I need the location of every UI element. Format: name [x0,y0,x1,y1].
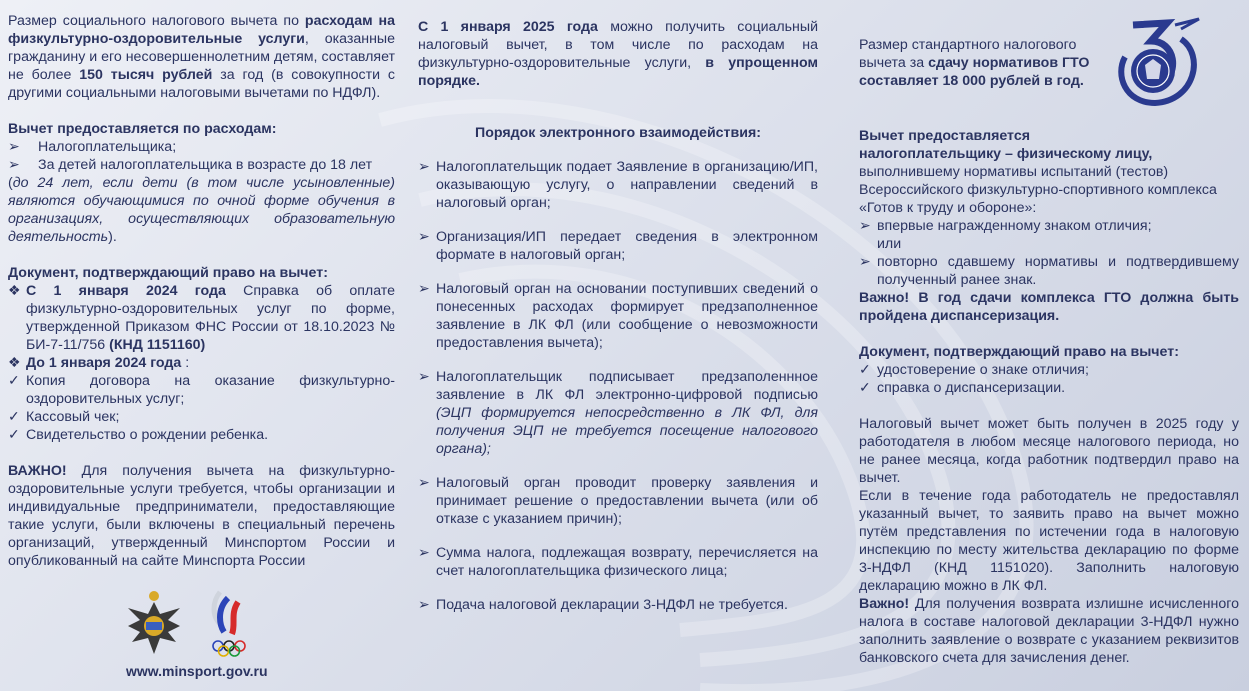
list-item [859,253,1239,289]
diamond-bullet-icon: ❖ [8,283,21,299]
paragraph [859,145,1239,217]
list-item-text [436,474,818,528]
text-section [418,544,818,580]
roc-logo [213,592,245,656]
column-gto-deduction [859,36,1239,685]
column-physical-culture-deduction [8,12,395,588]
bold-text: Важно! [859,596,910,612]
text: Вычет предоставляется по расходам: [8,121,277,137]
section-heading [418,124,818,142]
list-item-text [877,361,1239,379]
column-electronic-procedure [418,18,818,630]
arrow-bullet-icon: ➢ [418,597,430,613]
text-section [418,368,818,458]
text: Для получения возврата излишне исчисленного налога в составе налоговой декларации 3-НДФЛ нужно заполнить заявление о возврате с указанием реквизитов банковского счета для зачисления денег. [859,596,1239,666]
arrow-bullet-icon: ➢ [418,159,430,175]
bold-text: С 1 января 2025 года [418,19,598,35]
arrow-bullet-icon: ➢ [859,254,871,270]
section-heading [8,120,395,138]
text: Налоговый вычет может быть получен в 2025 году у работодателя в любом месяце налогового периода, но не ранее месяца, когда работник подтвердил право на вычет. [859,416,1239,486]
text: Документ, подтверждающий право на вычет: [8,265,328,281]
text: Для получения вычета на физкультурно-оздоровительные услуги требуется, чтобы организации и индивидуальные предприниматели, предоставляющие такие услуги, были включены в специальный перечень организаций, утвержденный Минспортом России и опубликованный на сайте Минспорта России [8,463,395,569]
text: справка о диспансеризации. [877,380,1066,396]
check-bullet-icon: ✓ [859,362,871,378]
check-bullet-icon: ✓ [859,380,871,396]
text: впервые награжденному знаком отличия; [877,218,1152,234]
check-bullet-icon: ✓ [8,373,20,389]
text: Порядок электронного взаимодействия: [475,125,761,141]
section-heading [8,264,395,282]
text: Сумма налога, подлежащая возврату, перечисляется на счет налогоплательщика физического лица; [436,545,818,579]
list-item [8,282,395,354]
list-item [859,217,1239,235]
arrow-bullet-icon: ➢ [8,157,20,173]
diamond-bullet-icon: ❖ [8,355,21,371]
list-item-text [436,544,818,580]
list-item [418,368,818,458]
arrow-bullet-icon: ➢ [418,281,430,297]
text: За детей налогоплательщика в возрасте до 18 лет [38,157,373,173]
list-item-text [38,138,395,156]
text: : [181,355,190,371]
italic-text: (ЭЦП формируется непосредственно в ЛК ФЛ, для получения ЭЦП не требуется посещение налогового органа); [436,405,818,457]
arrow-bullet-icon: ➢ [859,218,871,234]
text-section [859,343,1239,397]
list-item-text [436,280,818,352]
text: Если в течение года работодатель не предоставлял указанный вычет, то заявить право на вычет можно путём представления по истечении года в налоговую инспекцию по месту жительства декларацию по форме 3-НДФЛ (КНД 1151020). Заполнить налоговую декларацию можно в ЛК ФЛ. [859,488,1239,594]
bold-text: (КНД 1151160) [109,337,206,353]
bold-text: расходам на физкультурно-оздоровительные услуги [8,13,395,47]
list-item [418,544,818,580]
paragraph [859,487,1239,595]
list-item [418,596,818,614]
text-section [8,120,395,246]
text-section [859,415,1239,667]
text: Вычет предоставляется [859,128,1030,144]
text: ). [108,229,117,245]
text-section [418,228,818,264]
text: Налогоплательщика; [38,139,177,155]
italic-text: до 24 лет, если дети (в том числе усыновленные) являются обучающимися по очной форме обучения в организациях, осуществляющих образовательную деятельность [8,175,395,245]
list-item [8,156,395,174]
bold-text: 150 тысяч рублей [79,67,213,83]
arrow-bullet-icon: ➢ [418,475,430,491]
arrow-bullet-icon: ➢ [418,369,430,385]
text-section [8,462,395,570]
check-bullet-icon: ✓ [8,409,20,425]
text: Налоговый орган на основании поступивших сведений о понесенных расходах формирует предзаполненное заявление в ЛК ФЛ (или сообщение о невозможности предоставления вычета); [436,281,818,351]
list-item-text [877,379,1239,397]
text-section [418,474,818,528]
list-item-text [877,253,1239,289]
text: Свидетельство о рождении ребенка. [26,427,269,443]
bold-text: налогоплательщику – физическому лицу, [859,146,1153,162]
list-item-text [436,228,818,264]
text: Копия договора на оказание физкультурно-оздоровительных услуг; [26,373,395,407]
list-item-text [26,282,395,354]
text-section [859,127,1239,325]
text: Организация/ИП передает сведения в электронном формате в налоговый орган; [436,229,818,263]
text-section [418,280,818,352]
text: выполнившему нормативы испытаний (тестов) Всероссийского физкультурно-спортивного комплекса «Готов к труду и обороне»: [859,164,1217,216]
fns-35-anniversary-logo [1115,15,1205,107]
paragraph [859,235,1239,253]
list-item-text [26,372,395,408]
text-section [8,12,395,102]
text: повторно сдавшему нормативы и подтвердившему полученный ранее знак. [877,254,1239,288]
list-item-text [436,596,818,614]
text-section [418,18,818,142]
check-bullet-icon: ✓ [8,427,20,443]
text: , оказанные гражданину и его несовершеннолетним детям, составляет не более [8,31,395,83]
text-section [418,596,818,614]
paragraph [418,18,818,90]
minsport-website-link[interactable]: www.minsport.gov.ru [126,663,268,679]
list-item [8,354,395,372]
bold-text: До 1 января 2024 года [26,355,182,371]
text-section [859,36,1109,90]
text: Подача налоговой декларации 3-НДФЛ не требуется. [436,597,788,613]
list-item [8,138,395,156]
list-item-text [26,354,395,372]
text: Документ, подтверждающий право на вычет: [859,344,1179,360]
list-item [8,372,395,408]
paragraph [8,174,395,246]
minsport-logos [120,588,280,658]
text: Налоговый орган проводит проверку заявления и принимает решение о предоставлении вычета (или об отказе с указанием причин); [436,475,818,527]
list-item-text [26,426,395,444]
bold-text: сдачу нормативов ГТО составляет 18 000 рублей в год. [859,55,1090,89]
text: Размер социального налогового вычета по [8,13,305,29]
arrow-bullet-icon: ➢ [418,229,430,245]
text: можно получить социальный налоговый вычет, в том числе по расходам на физкультурно-оздоровительные услуги, [418,19,819,71]
bold-text: ВАЖНО! [8,463,67,479]
arrow-bullet-icon: ➢ [8,139,20,155]
list-item [418,158,818,212]
paragraph [859,595,1239,667]
section-heading [859,343,1239,361]
text: или [877,236,902,252]
list-item-text [38,156,395,174]
text: за год (в совокупности с другими социальными налоговыми вычетами по НДФЛ). [8,67,395,101]
text: Кассовый чек; [26,409,120,425]
arrow-bullet-icon: ➢ [418,545,430,561]
text: Налогоплательщик подписывает предзаполеннное заявление в ЛК ФЛ электронно-цифровой подписью [436,369,818,403]
text-section [8,264,395,444]
list-item [8,426,395,444]
list-item-text [436,368,818,458]
text: удостоверение о знаке отличия; [877,362,1089,378]
paragraph [859,289,1239,325]
bold-text: Важно! В год сдачи комплекса ГТО должна быть пройдена диспансеризация. [859,290,1239,324]
minsport-eagle-emblem [128,591,180,654]
paragraph [8,12,395,102]
list-item-text [436,158,818,212]
paragraph [859,36,1109,90]
text: Размер стандартного налогового вычета за [859,37,1077,71]
list-item [859,379,1239,397]
list-item [418,228,818,264]
paragraph [859,415,1239,487]
list-item [859,361,1239,379]
bold-text: в упрощенном порядке. [418,55,818,89]
text-section [418,158,818,212]
paragraph [8,462,395,570]
text: Налогоплательщик подает Заявление в организацию/ИП, оказывающую услугу, о направлении сведений в налоговый орган; [436,159,818,211]
list-item [418,280,818,352]
text: Справка об оплате физкультурно-оздоровительных услуг по форме, утвержденной Приказом ФНС России от 18.10.2023 № БИ-7-11/756 [26,283,396,353]
list-item-text [26,408,395,426]
bold-text: С 1 января 2024 года [26,283,226,299]
list-item [8,408,395,426]
section-heading [859,127,1239,145]
text: ( [8,175,13,191]
list-item [418,474,818,528]
list-item-text [877,217,1239,235]
